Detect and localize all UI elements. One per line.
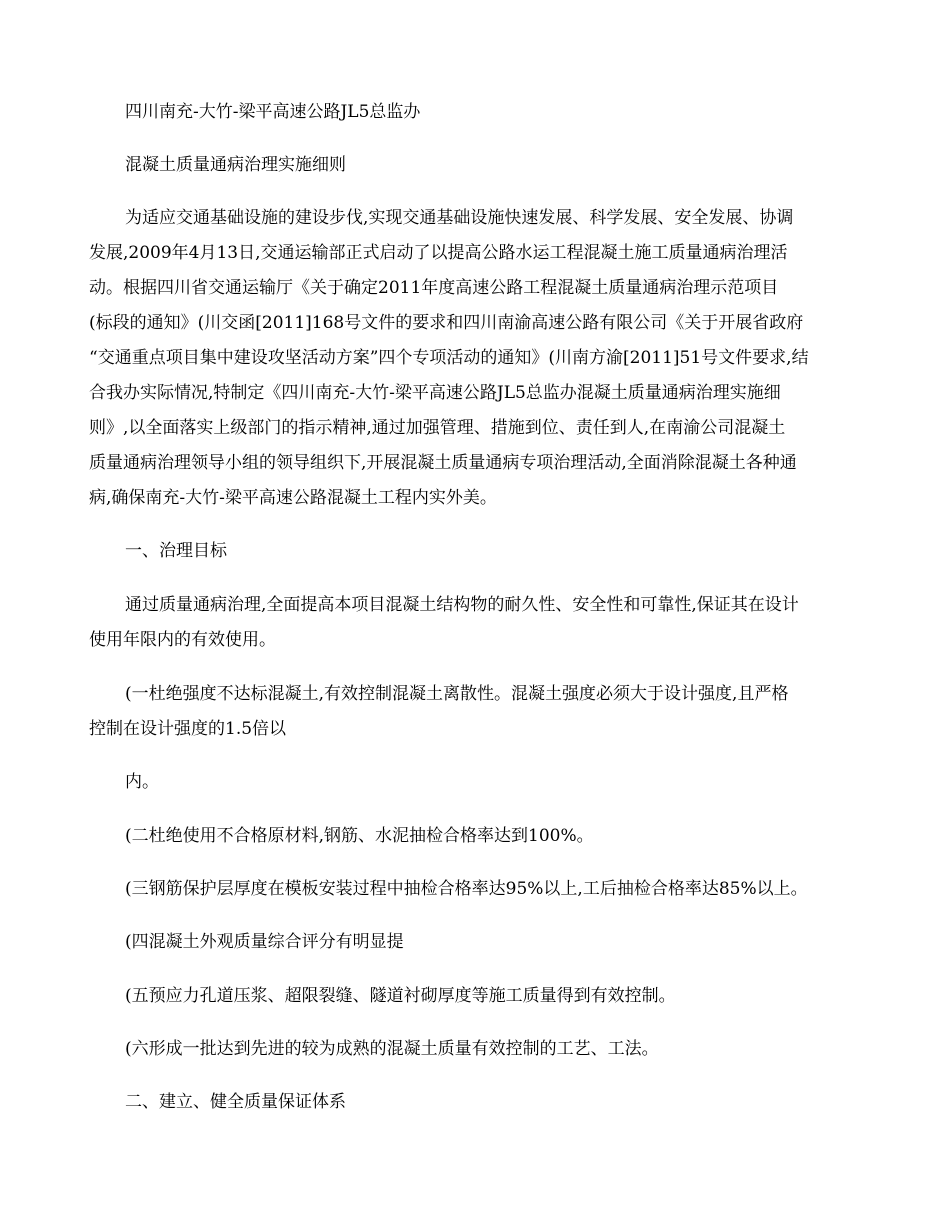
intro-line: 动。根据四川省交通运输厅《关于确定2011年度高速公路工程混凝土质量通病治理示范项目: [89, 278, 779, 298]
section1-heading: 一、治理目标: [125, 541, 227, 561]
goal-1-line: (一杜绝强度不达标混凝土,有效控制混凝土离散性。混凝土强度必须大于设计强度,且严格: [125, 684, 789, 704]
goal-3: (三钢筋保护层厚度在模板安装过程中抽检合格率达95%以上,工后抽检合格率达85%以上。: [125, 879, 808, 899]
section2-heading: 二、建立、健全质量保证体系: [125, 1092, 346, 1112]
section1-intro-line: 使用年限内的有效使用。: [89, 630, 276, 650]
intro-line: 为适应交通基础设施的建设步伐,实现交通基础设施快速发展、科学发展、安全发展、协调: [125, 208, 794, 228]
intro-line: 则》,以全面落实上级部门的指示精神,通过加强管理、措施到位、责任到人,在南渝公司混凝土: [89, 418, 786, 438]
intro-line: (标段的通知》(川交函[2011]168号文件的要求和四川南渝高速公路有限公司《关于开展省政府: [89, 313, 804, 333]
goal-4: (四混凝土外观质量综合评分有明显提: [125, 932, 404, 952]
intro-line: “交通重点项目集中建设攻坚活动方案”四个专项活动的通知》(川南方渝[2011]51号文件要求,结: [89, 348, 809, 368]
intro-line: 发展,2009年4月13日,交通运输部正式启动了以提高公路水运工程混凝土施工质量通病治理活: [89, 243, 788, 263]
goal-1-line: 控制在设计强度的1.5倍以: [89, 719, 287, 739]
section1-intro-line: 通过质量通病治理,全面提高本项目混凝土结构物的耐久性、安全性和可靠性,保证其在设计: [125, 595, 799, 615]
intro-line: 病,确保南充-大竹-梁平高速公路混凝土工程内实外美。: [89, 488, 497, 508]
document-header: 四川南充-大竹-梁平高速公路JL5总监办: [125, 102, 421, 122]
intro-line: 质量通病治理领导小组的领导组织下,开展混凝土质量通病专项治理活动,全面消除混凝土各种通: [89, 453, 797, 473]
goal-1-continuation: 内。: [125, 772, 159, 792]
goal-6: (六形成一批达到先进的较为成熟的混凝土质量有效控制的工艺、工法。: [125, 1039, 659, 1059]
goal-2: (二杜绝使用不合格原材料,钢筋、水泥抽检合格率达到100%。: [125, 826, 594, 846]
goal-5: (五预应力孔道压浆、超限裂缝、隧道衬砌厚度等施工质量得到有效控制。: [125, 986, 676, 1006]
document-title: 混凝土质量通病治理实施细则: [125, 155, 346, 175]
intro-line: 合我办实际情况,特制定《四川南充-大竹-梁平高速公路JL5总监办混凝土质量通病治理实施细: [89, 383, 781, 403]
